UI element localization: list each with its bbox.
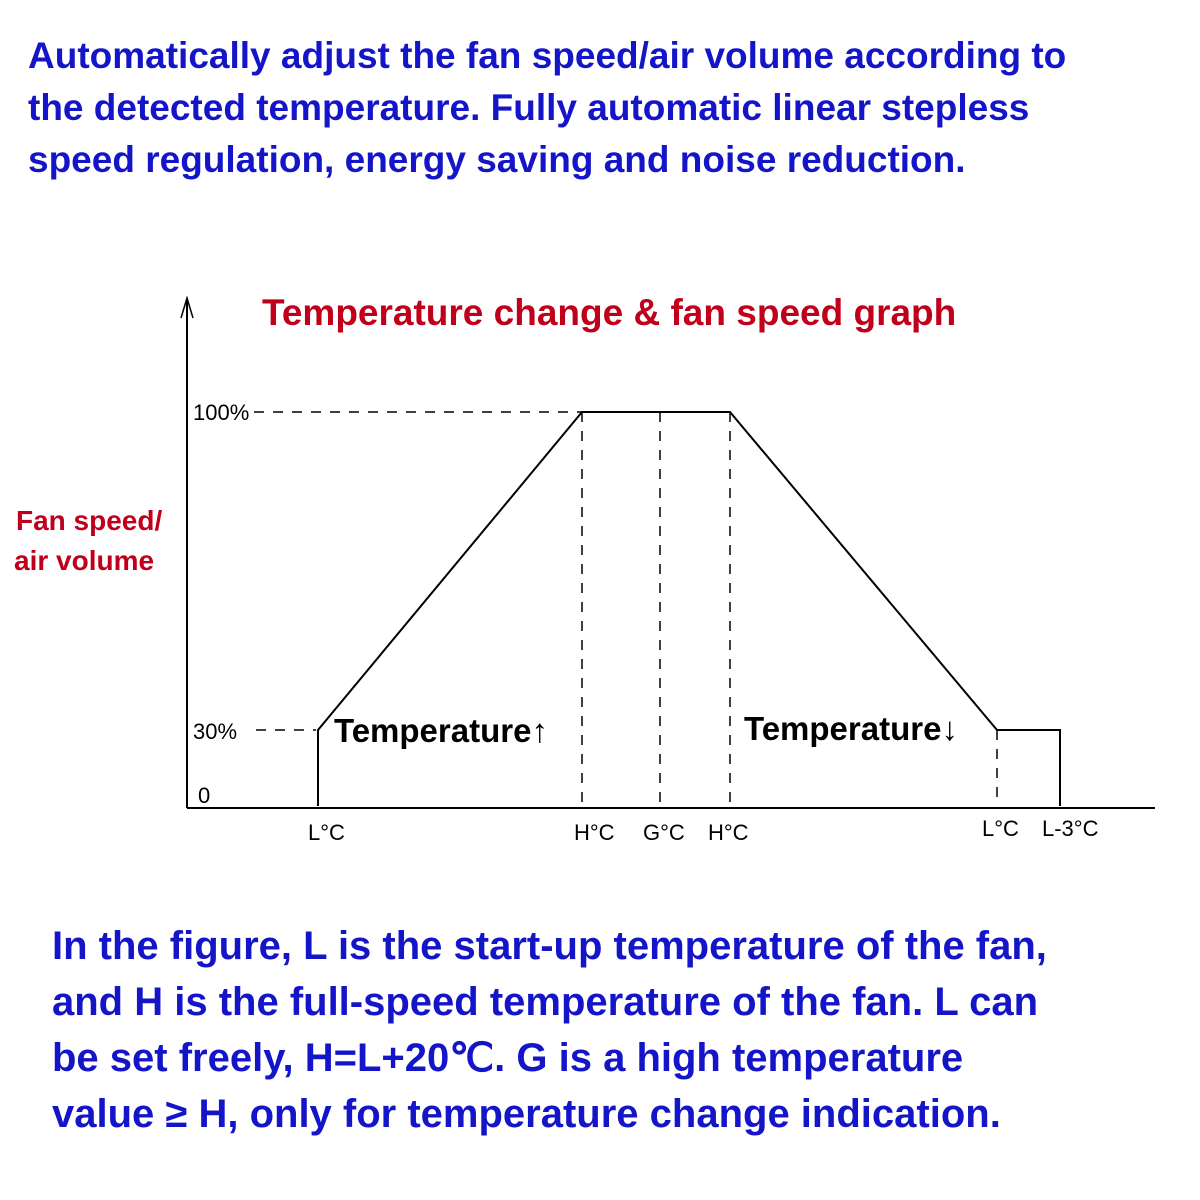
explanation-line: be set freely, H=L+20℃. G is a high temperature [52, 1036, 964, 1080]
explanation-text [52, 918, 1172, 1142]
x-tick-labels [308, 816, 1099, 845]
temperature-fall-label: Temperature↓ [744, 710, 958, 747]
diagram-title: Temperature change & fan speed graph [262, 292, 957, 333]
intro-line: the detected temperature. Fully automatic linear stepless [28, 87, 1030, 128]
y-tick-100: 100% [193, 400, 250, 425]
x-tick-l-minus-3: L-3°C [1042, 816, 1099, 841]
intro-line: speed regulation, energy saving and noise reduction. [28, 139, 966, 180]
x-tick-l: L°C [982, 816, 1019, 841]
y-tick-0: 0 [198, 783, 211, 808]
temperature-rise-label: Temperature↑ [334, 712, 548, 749]
x-tick-l: L°C [308, 820, 345, 845]
x-tick-h: H°C [708, 820, 749, 845]
explanation-line: and H is the full-speed temperature of the fan. L can [52, 980, 1039, 1024]
intro-line: Automatically adjust the fan speed/air volume according to [28, 35, 1067, 76]
y-axis-label-line1: Fan speed/ [16, 505, 163, 536]
explanation-line: value ≥ H, only for temperature change indication. [52, 1092, 1001, 1136]
x-tick-h: H°C [574, 820, 615, 845]
explanation-line: In the figure, L is the start-up temperature of the fan, [52, 924, 1047, 968]
x-tick-g: G°C [643, 820, 685, 845]
y-tick-30: 30% [193, 719, 238, 744]
y-axis-label-line2: air volume [14, 545, 155, 576]
